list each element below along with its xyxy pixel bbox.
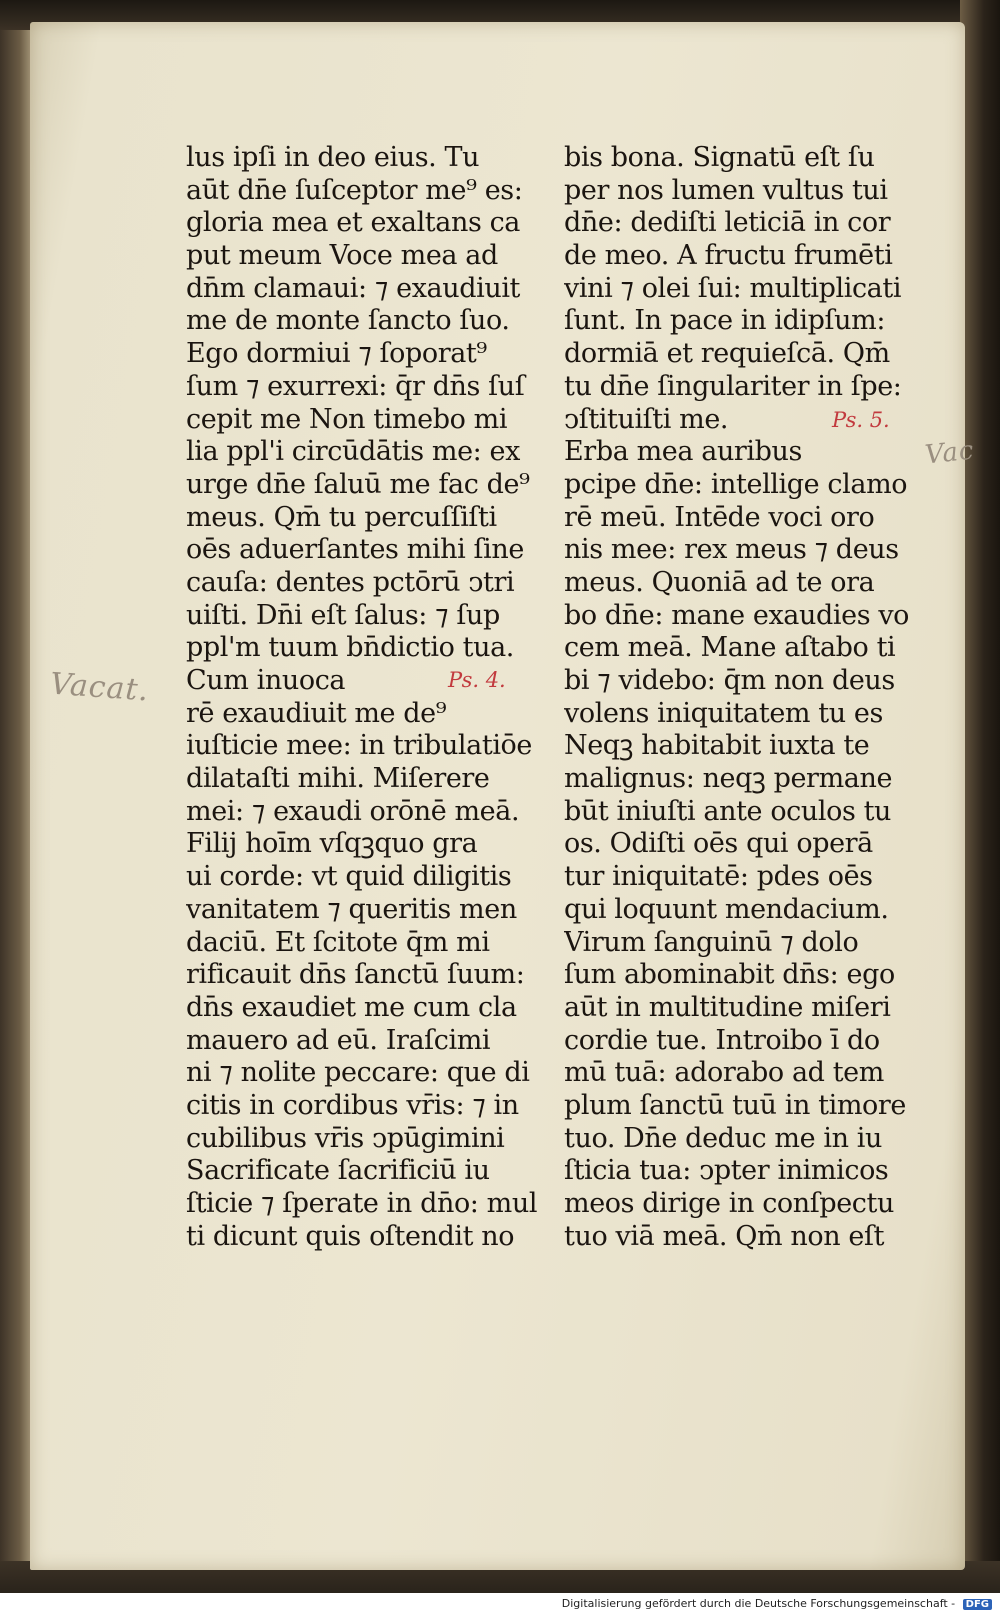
text-line: volens iniquitatem tu es	[564, 697, 883, 729]
text-line: iuſticie mee: in tribulatiōe	[186, 730, 532, 762]
text-line: cem meā. Mane aſtabo ti	[564, 632, 896, 664]
text-line: tur iniquitatē: pdes oēs	[564, 861, 873, 893]
text-line: pcipe dn̄e: intellige clamo	[564, 468, 908, 500]
text-line: urge dn̄e ſaluū me fac de⁹	[186, 468, 530, 500]
text-line: cordie tue. Introibo ī do	[564, 1024, 880, 1056]
text-line: ni ⁊ nolite peccare: que di	[186, 1057, 530, 1089]
text-line: Cum inuoca	[186, 665, 346, 696]
psalm-label-4: Ps. 4.	[448, 668, 506, 692]
text-line: qui loquunt mendacium.	[564, 893, 889, 925]
text-line: malignus: neqꝫ permane	[564, 763, 893, 795]
text-line: ſunt. In pace in idipſum:	[564, 305, 886, 337]
text-line: cauſa: dentes pctōrū ↄtri	[186, 566, 515, 598]
footer-bar	[0, 1593, 1000, 1613]
text-line: per nos lumen vultus tui	[564, 174, 888, 206]
text-line: rē exaudiuit me de⁹	[186, 697, 447, 729]
text-line: aūt in multitudine miſeri	[564, 991, 891, 1023]
text-line: Ego dormiui ⁊ ſoporat⁹	[186, 338, 487, 370]
text-line: cubilibus vr̄is ↄpūgimini	[186, 1122, 505, 1154]
dfg-logo-icon: DFG	[963, 1599, 992, 1610]
text-line: meos dirige in conſpectu	[564, 1188, 894, 1219]
psalm-label-5: Ps. 5.	[832, 408, 890, 432]
text-line: ui corde: vt quid diligitis	[186, 861, 512, 893]
text-line: tuo viā meā. Qm̄ non eſt	[564, 1220, 885, 1252]
text-line: Sacrificate ſacrificiū iu	[186, 1155, 490, 1187]
margin-note-right: Vac	[923, 435, 976, 471]
text-line: rē meū. Intēde voci oro	[564, 501, 875, 533]
text-line: citis in cordibus vr̄is: ⁊ in	[186, 1089, 519, 1121]
text-line: daciū. Et ſcitote q̄m mi	[186, 926, 490, 958]
text-line: ſticia tua: ↄpter inimicos	[564, 1155, 889, 1187]
text-line: plum ſanctū tuū in timore	[564, 1089, 906, 1121]
text-line: Filij hoīm vſqꝫquo gra	[186, 828, 478, 860]
text-line: bo dn̄e: mane exaudies vo	[564, 599, 910, 631]
text-line: Neqꝫ habitabit iuxta te	[564, 730, 870, 762]
text-line: Virum ſanguinū ⁊ dolo	[564, 926, 859, 958]
text-line: cepit me Non timebo mi	[186, 403, 508, 435]
text-line: ↄſtituiſti me.	[564, 403, 729, 435]
text-line: meus. Qm̄ tu percuſſiſti	[186, 501, 497, 533]
text-line: vini ⁊ olei ſui: multiplicati	[564, 272, 902, 304]
text-line: dn̄e: dediſti leticiā in cor	[564, 207, 891, 239]
text-line: mei: ⁊ exaudi orōnē meā.	[186, 795, 520, 827]
text-line: lia ppl'i circūdātis me: ex	[186, 436, 520, 468]
text-column-left	[186, 142, 554, 1253]
text-line: ſum abominabit dn̄s: ego	[564, 959, 895, 991]
text-line: dilataſti mihi. Miſerere	[186, 763, 490, 795]
text-line: aūt dn̄e ſuſceptor me⁹ es:	[186, 174, 523, 206]
text-line: nis mee: rex meus ⁊ deus	[564, 534, 899, 566]
text-line: tuo. Dn̄e deduc me in iu	[564, 1122, 883, 1154]
text-line: bis bona. Signatū eſt ſu	[564, 142, 875, 173]
text-line: ſum ⁊ exurrexi: q̄r dn̄s ſuſ	[186, 370, 525, 402]
text-line: vanitatem ⁊ queritis men	[186, 893, 517, 925]
text-line: ſticie ⁊ ſperate in dn̄o: mul	[186, 1188, 538, 1219]
text-line: dn̄s exaudiet me cum cla	[186, 991, 517, 1023]
text-line: put meum Voce mea ad	[186, 240, 498, 272]
text-line: ppl'm tuum bn̄dictio tua.	[186, 632, 514, 664]
text-line: dn̄m clamaui: ⁊ exaudiuit	[186, 272, 521, 304]
text-line: mū tuā: adorabo ad tem	[564, 1057, 884, 1089]
scan-background-right	[960, 0, 1000, 1613]
text-line: ti dicunt quis oſtendit no	[186, 1220, 515, 1252]
text-line: os. Odiſti oēs qui operā	[564, 828, 873, 860]
text-line: oēs aduerſantes mihi ſine	[186, 534, 524, 566]
text-line: bi ⁊ videbo: q̄m non deus	[564, 665, 895, 696]
margin-note-left: Vacat.	[48, 666, 151, 709]
footer-credit-text: Digitalisierung gefördert durch die Deutsche Forschungsgemeinschaft -	[561, 1597, 956, 1610]
text-line: gloria mea et exaltans ca	[186, 207, 520, 239]
text-line: dormiā et requieſcā. Qm̄	[564, 338, 890, 370]
text-line: tu dn̄e ſingulariter in ſpe:	[564, 370, 902, 402]
text-line: meus. Quoniā ad te ora	[564, 566, 875, 598]
text-line: mauero ad eū. Iraſcimi	[186, 1024, 491, 1056]
text-line: me de monte ſancto ſuo.	[186, 305, 510, 337]
text-line: de meo. A fructu frumēti	[564, 240, 893, 272]
text-line: Erba mea auribus	[564, 436, 802, 468]
footer-credit	[562, 1597, 992, 1610]
text-line: būt iniuſti ante oculos tu	[564, 795, 892, 827]
text-line: uiſti. Dn̄i eſt ſalus: ⁊ ſup	[186, 599, 500, 631]
text-line: lus ipſi in deo eius. Tu	[186, 142, 480, 173]
text-line: rificauit dn̄s ſanctū ſuum:	[186, 959, 525, 991]
text-column-right	[564, 142, 932, 1253]
